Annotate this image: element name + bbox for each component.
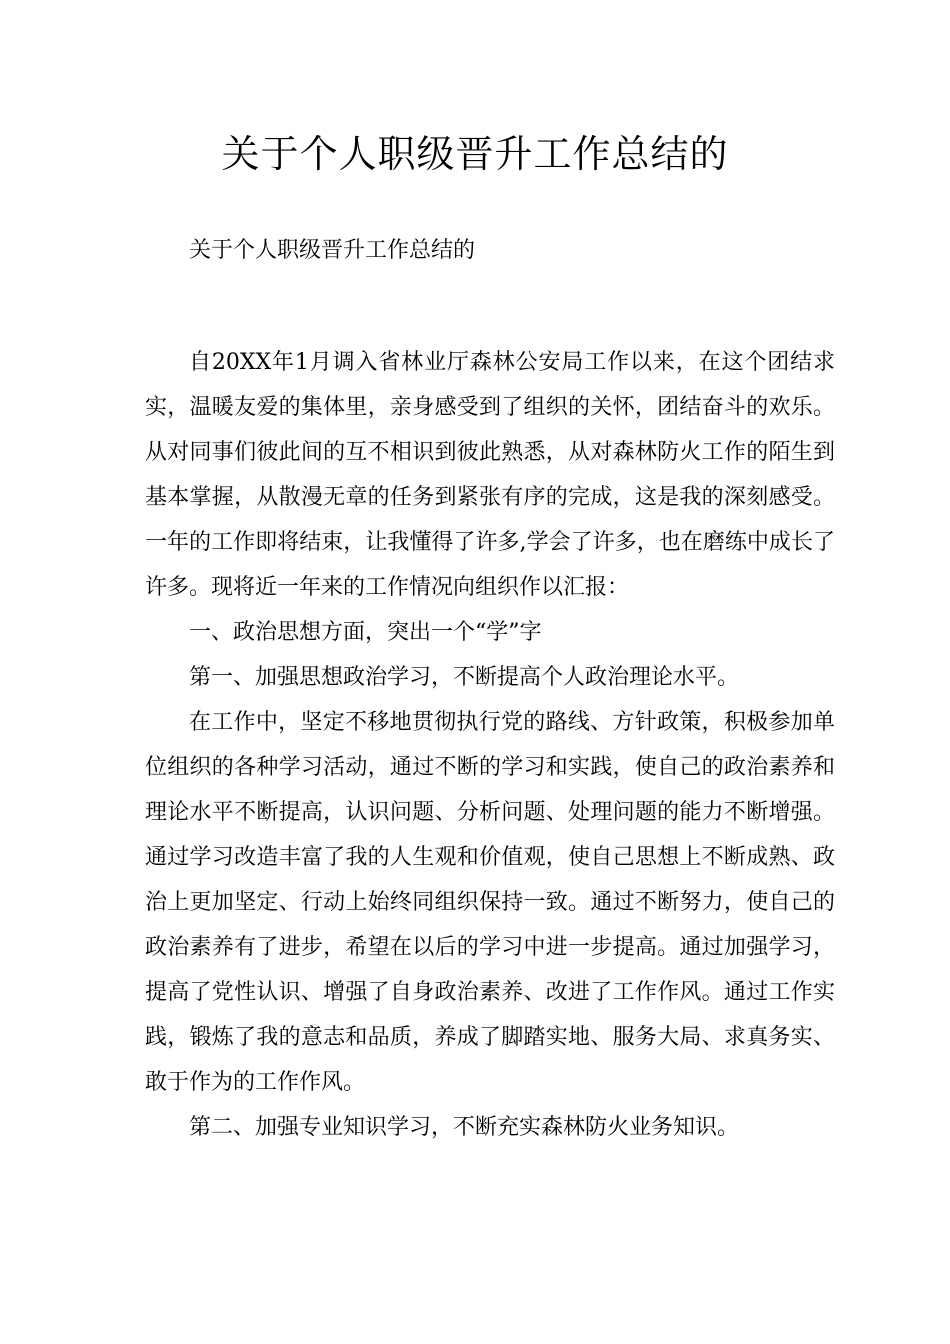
paragraph-section-heading: 一、政治思想方面，突出一个“学”字 [189,620,542,645]
document-subtitle: 关于个人职级晋升工作总结的 [189,238,476,263]
document-title: 关于个人职级晋升工作总结的 [221,132,729,176]
paragraph-point-two: 第二、加强专业知识学习，不断充实森林防火业务知识。 [189,1115,740,1140]
paragraph-point-one-detail: 在工作中，坚定不移地贯彻执行党的路线、方针政策，积极参加单位组织的各种学习活动，通过不断的学习和实践，使自己的政治素养和理论水平不断提高，认识问题、分析问题、处理问题的能力不断增强。通过学习改造丰富了我的人生观和价值观，使自己思想上不断成熟、政治上更加坚定、行动上始终同组织保持一致。通过不断努力，使自己的政治素养有了进步，希望在以后的学习中进一步提高。通过加强学习，提高了党性认识、增强了自身政治素养、改进了工作作风。通过工作实践，锻炼了我的意志和品质，养成了脚踏实地、服务大局、求真务实、敢于作为的工作作风。 [145,710,835,1095]
paragraph-intro: 自20XX年1月调入省林业厅森林公安局工作以来，在这个团结求实，温暖友爱的集体里，亲身感受到了组织的关怀，团结奋斗的欢乐。从对同事们彼此间的互不相识到彼此熟悉，从对森林防火工作的陌生到基本掌握，从散漫无章的任务到紧张有序的完成，这是我的深刻感受。一年的工作即将结束，让我懂得了许多,学会了许多，也在磨练中成长了许多。现将近一年来的工作情况向组织作以汇报： [145,350,835,600]
paragraph-point-one: 第一、加强思想政治学习，不断提高个人政治理论水平。 [189,665,740,690]
document-body [145,228,835,1150]
